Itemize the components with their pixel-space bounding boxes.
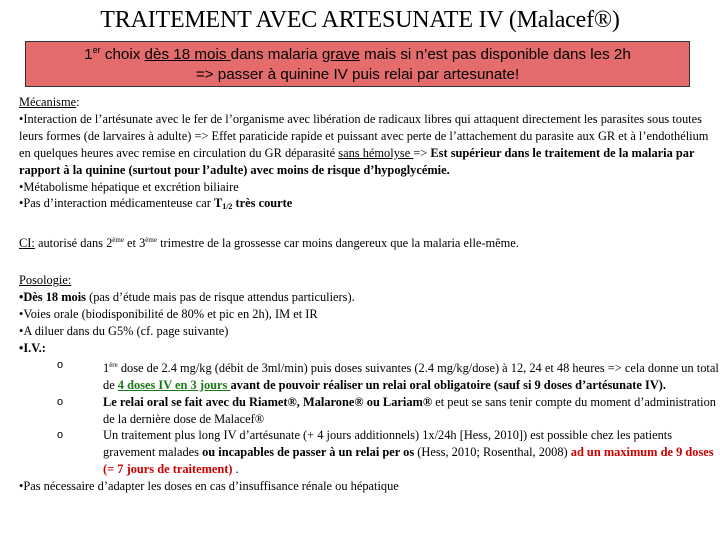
- posologie-bullet-3: •A diluer dans du G5% (cf. page suivante): [19, 323, 229, 338]
- document-body: [19, 94, 719, 495]
- mecanisme-section: [19, 94, 719, 216]
- superscript: er: [92, 44, 101, 55]
- posologie-heading: [19, 272, 719, 289]
- bold-text: •I.V.:: [19, 340, 46, 355]
- bullet-marker: o: [57, 358, 64, 371]
- mecanisme-heading: [19, 94, 719, 111]
- text: autorisé dans 2: [34, 236, 113, 251]
- bold-text: Est supérieur dans le traitement de la malaria par rapport à la quinine (surtout pour l’adulte) avec moins de risque d’hypoglycémie.: [19, 145, 695, 177]
- callout-line-2: => passer à quinine IV puis relai par artesunate!: [195, 66, 520, 83]
- bullet-marker: o: [57, 395, 64, 408]
- ci-paragraph: [19, 232, 719, 252]
- text: :: [76, 95, 80, 109]
- text: •Pas d’interaction médicamenteuse car: [19, 196, 214, 211]
- text: Un traitement plus long IV d’artésunate (+ 4 jours additionnels) 1x/24h [Hess, 2010]) est possible chez les patients gravement malades: [103, 428, 673, 460]
- heading-text: Posologie:: [19, 273, 72, 288]
- posologie-bullet-4: [19, 340, 719, 357]
- posologie-section: [19, 272, 719, 495]
- text: mais si n’est pas disponible dans les 2h: [359, 46, 631, 63]
- bold-text: avant de pouvoir réaliser un relai oral obligatoire (sauf si 9 doses d’artésunate IV).: [230, 377, 666, 392]
- superscript: ème: [112, 236, 124, 245]
- text: et peut se sans tenir compte du moment d’administration de la dernière dose de Malacef®: [103, 394, 716, 426]
- posologie-bullet-5: •Pas nécessaire d’adapter les doses en cas d’insuffisance rénale ou hépatique: [19, 479, 399, 494]
- mecanisme-paragraph-2: •Métabolisme hépatique et excrétion biliaire: [19, 179, 239, 194]
- callout-box: [25, 41, 690, 87]
- ci-section: [19, 232, 719, 252]
- heading-text: Mécanisme: [19, 95, 77, 109]
- posologie-subitem-2: [19, 394, 719, 428]
- bold-text: ou incapables de passer à un relai per os: [202, 445, 415, 460]
- bold-text: [214, 196, 292, 210]
- text: choix: [100, 46, 145, 63]
- posologie-bullet-2: •Voies orale (biodisponibilité de 80% et pic en 2h), IM et IR: [19, 307, 318, 322]
- text: 1: [103, 360, 110, 375]
- text: .: [232, 462, 239, 477]
- superscript: ère: [109, 360, 118, 369]
- mecanisme-paragraph-1: [19, 111, 719, 179]
- text: dans malaria: [230, 46, 322, 63]
- text: 1: [84, 46, 93, 63]
- underlined-text: dès 18 mois: [144, 46, 231, 63]
- posologie-bullet-1: [19, 289, 719, 306]
- highlighted-text: 4 doses IV en 3 jours: [117, 377, 231, 392]
- text: et 3: [123, 236, 146, 251]
- callout-line-1: [26, 45, 689, 65]
- text: •Interaction de l’artésunate avec le fer de l’organisme avec libération de radicaux libres qui attaquent directement les parasites sous toutes leurs formes (de larvaires à adulte) => Effet paraticide rapide et puissant avec perte de l’attachement du parasite aux GR et à l’endothélium en quelques heures avec remise en circulation du GR déparasité: [19, 111, 709, 160]
- mecanisme-paragraph-3: [19, 195, 719, 216]
- text: trimestre de la grossesse car moins dangereux que la malaria elle-même.: [156, 236, 519, 251]
- text: dose de 2.4 mg/kg (débit de 3ml/min) puis doses suivantes (2.4 mg/kg/dose) à 12, 24 et 48 heures => cela donne un total de: [103, 360, 719, 392]
- text: =>: [413, 145, 431, 160]
- subscript: 1/2: [222, 202, 233, 212]
- underlined-text: sans hémolyse: [338, 145, 414, 160]
- underlined-text: grave: [321, 46, 360, 63]
- text: T: [213, 196, 223, 211]
- bold-text: Le relai oral se fait avec du Riamet®, Malarone® ou Lariam®: [103, 394, 433, 409]
- text: (Hess, 2010; Rosenthal, 2008): [414, 445, 571, 460]
- text: (pas d’étude mais pas de risque attendus particuliers).: [85, 290, 355, 305]
- slide-title: TRAITEMENT AVEC ARTESUNATE IV (Malacef®): [100, 7, 620, 33]
- posologie-subitem-3: [19, 427, 719, 478]
- warning-text: ad un maximum de 9 doses (= 7 jours de traitement): [103, 445, 714, 477]
- superscript: ème: [145, 236, 157, 245]
- bullet-marker: o: [57, 429, 64, 442]
- posologie-subitem-1: [19, 357, 719, 394]
- text: très courte: [232, 196, 293, 211]
- heading-text: CI:: [19, 236, 35, 251]
- bold-text: •Dès 18 mois: [19, 290, 86, 305]
